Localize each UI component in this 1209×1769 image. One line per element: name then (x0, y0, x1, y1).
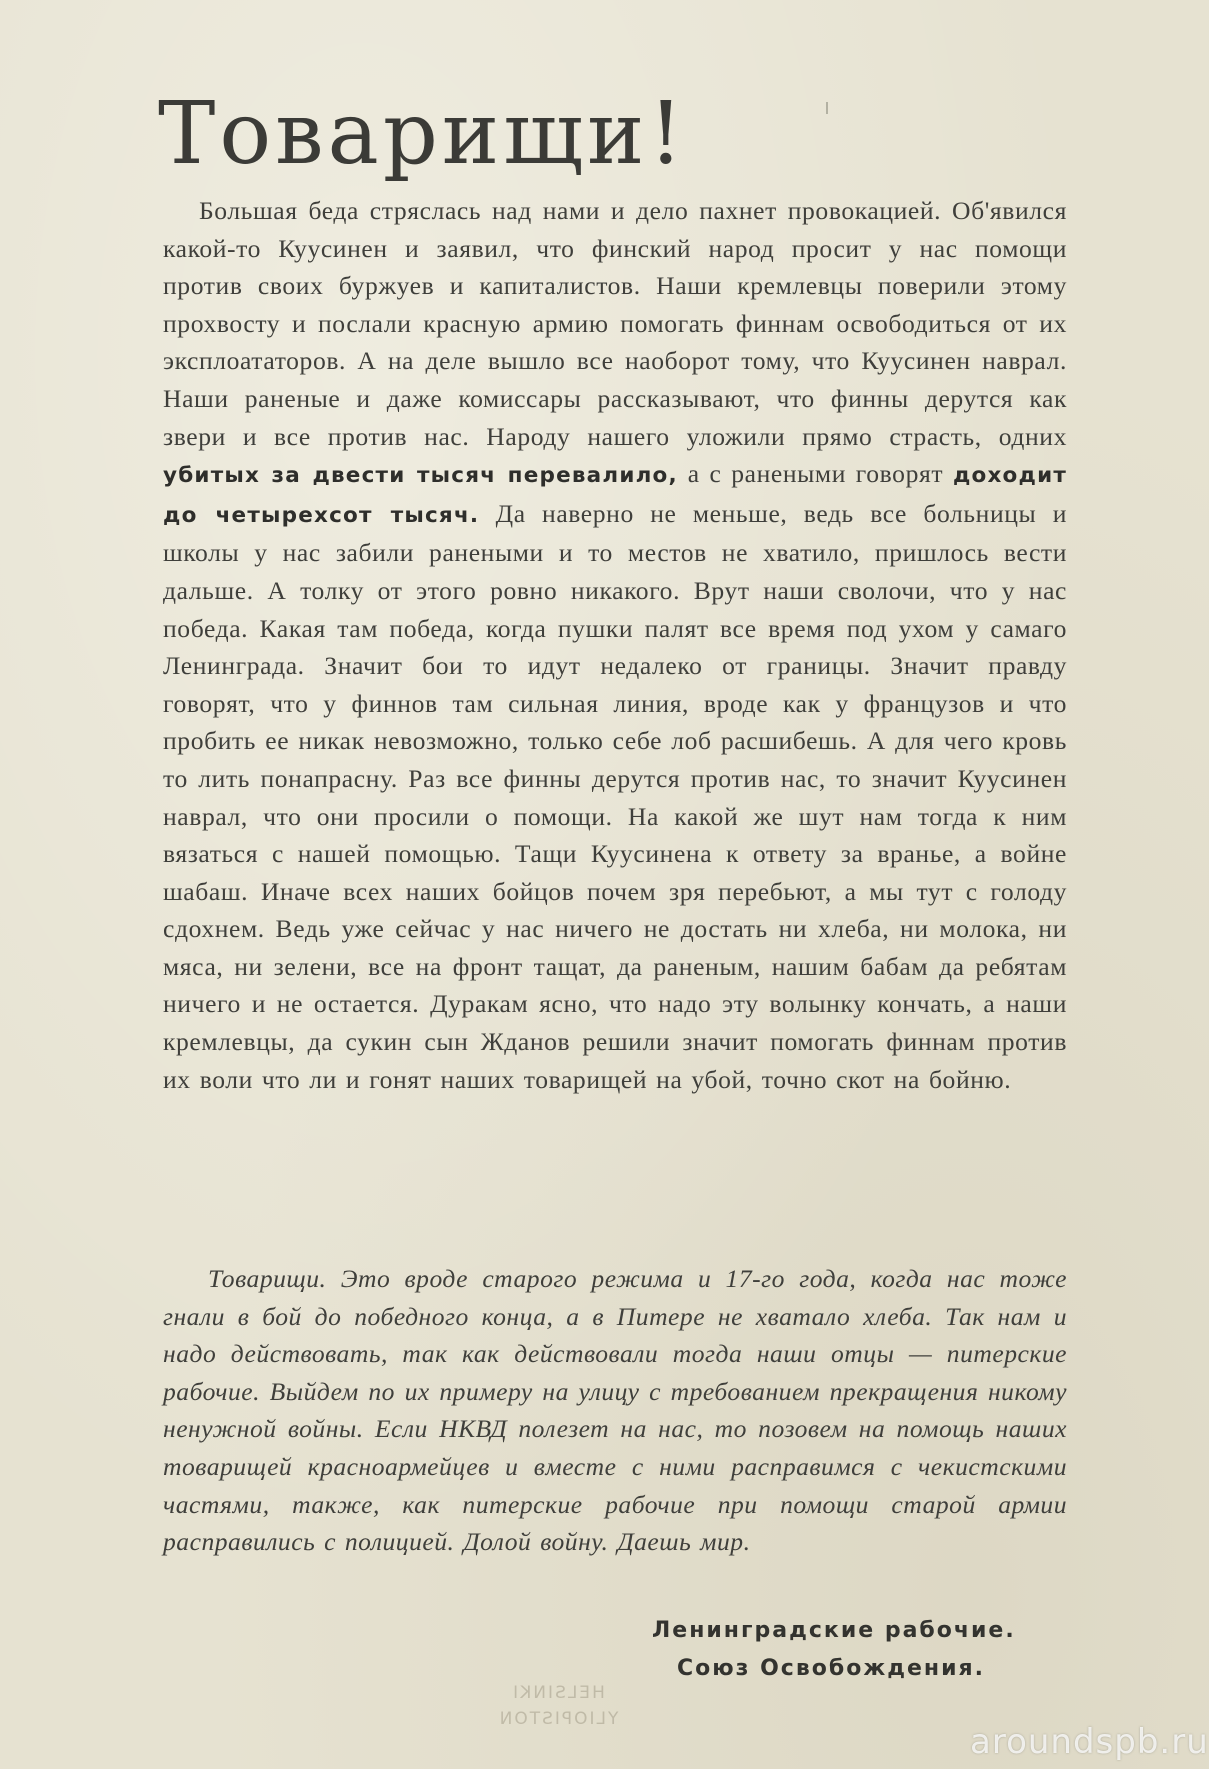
casualties-killed-highlight: убитых за двести тысяч перевалило, (163, 463, 678, 489)
site-watermark: aroundspb.ru (970, 1722, 1209, 1762)
main-paragraph-part2: а с ранеными говорят (687, 459, 944, 489)
stamp-line-1: HELSINKI (511, 1683, 605, 1703)
signature-line-2: Союз Освобождения. (677, 1656, 986, 1681)
main-paragraph (163, 192, 1067, 1098)
casualties-total-highlight: доходит до четырехсот тысяч. (163, 463, 1068, 528)
signature-line-1: Ленинградские рабочие. (652, 1618, 1016, 1643)
page-title: Товарищи! (158, 84, 688, 184)
main-paragraph-part1: Большая беда стряслась над нами и дело пахнет провокацией. Об'явился какой-то Куусинен и заявил, что финский народ просит у нас помощи против своих буржуев и капиталистов. Наши кремлевцы поверили этому прохвосту и послали красную армию помогать финнам освободиться от их эксплоататоров. А на деле вышло все наоборот тому, что Куусинен наврал. Наши раненые и даже комиссары рассказывают, что финны дерутся как звери и все против нас. Народу нашего уложили прямо страсть, одних (163, 196, 1067, 451)
main-paragraph-part3: Да наверно не меньше, ведь все больницы и школы у нас забили ранеными и то местов не хватило, пришлось вести дальше. А толку от этого ровно никакого. Врут наши сволочи, что у нас победа. Какая там победа, когда пушки палят все время под ухом у самаго Ленинграда. Значит бои то идут недалеко от границы. Значит правду говорят, что у финнов там сильная линия, вроде как у французов и что пробить ее никак невозможно, только себе лоб расшибешь. А для чего кровь то лить понапрасну. Раз все финны дерутся против нас, то значит Куусинен наврал, что они просили о помощи. На какой же шут нам тогда к ним вязаться с нашей помощью. Тащи Куусинена к ответу за вранье, а войне шабаш. Иначе всех наших бойцов почем зря перебьют, а мы тут с голоду сдохнем. Ведь уже сейчас у нас ничего не достать ни хлеба, ни молока, ни мяса, ни зелени, все на фронт тащат, да раненым, нашим бабам да ребятам ничего и не остается. Дуракам ясно, что надо эту волынку кончать, а наши кремлевцы, да сукин сын Жданов решили значит помогать финнам против их воли что ли и гонят наших товарищей на убой, точно скот на бойню. (163, 498, 1067, 1094)
stamp-line-2: YLIOPISTON (497, 1709, 619, 1729)
print-mark (826, 102, 828, 114)
library-stamp (488, 1680, 628, 1769)
appeal-paragraph: Товарищи. Это вроде старого режима и 17-го года, когда нас тоже гнали в бой до победного конца, а в Питере не хватало хлеба. Так нам и надо действовать, так как действовали тогда наши отцы — питерские рабочие. Выйдем по их примеру на улицу с требованием прекращения никому ненужной войны. Если НКВД полезет на нас, то позовем на помощь наших товарищей красноармейцев и вместе с ними расправимся с чекистскими частями, также, как питерские рабочие при помощи старой армии расправились с полицией. Долой войну. Даешь мир. (163, 1264, 1067, 1557)
